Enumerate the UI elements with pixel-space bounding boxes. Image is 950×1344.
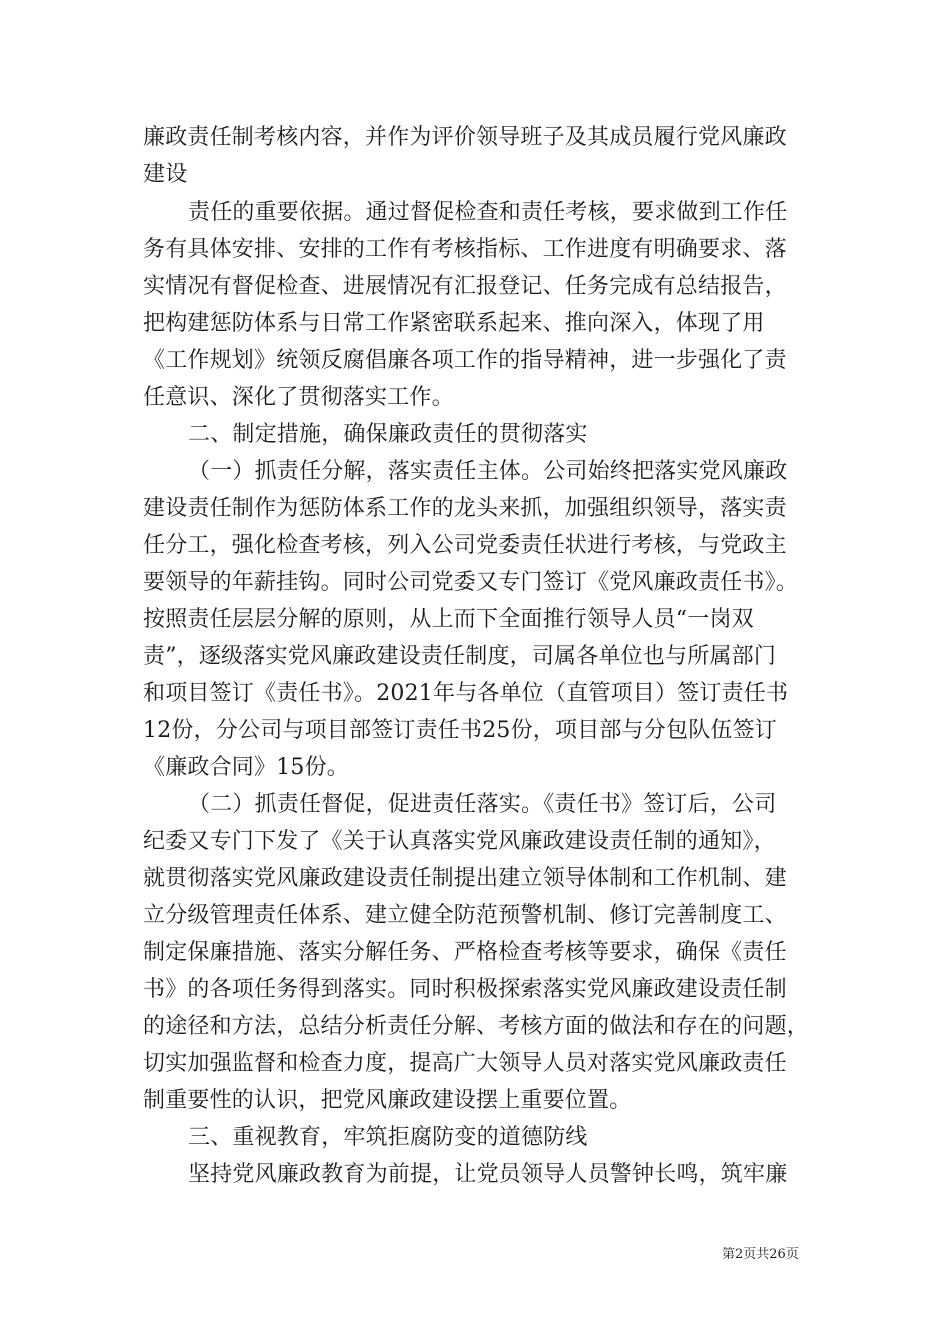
body-text-line: （一）抓责任分解，落实责任主体。公司始终把落实党风廉政 xyxy=(188,459,788,484)
section-heading: 二、制定措施，确保廉政责任的贯彻落实 xyxy=(188,422,588,447)
body-text-line: 廉政责任制考核内容，并作为评价领导班子及其成员履行党风廉政 xyxy=(143,125,787,150)
page-number-footer: 第2页共26页 xyxy=(722,1247,799,1262)
body-text-line: 制重要性的认识，把党风廉政建设摆上重要位置。 xyxy=(143,1088,632,1113)
body-text-line: 按照责任层层分解的原则，从上而下全面推行领导人员“一岗双 xyxy=(143,607,754,632)
body-text-line: 建设 xyxy=(143,162,188,187)
body-text-line: 立分级管理责任体系、建立健全防范预警机制、修订完善制度工、 xyxy=(143,903,787,928)
body-text-line: 和项目签订《责任书》。2021年与各单位（直管项目）签订责任书 xyxy=(143,681,789,706)
body-text-line: 责任的重要依据。通过督促检查和责任考核，要求做到工作任 xyxy=(188,200,788,225)
body-text-line: 12份，分公司与项目部签订责任书25份，项目部与分包队伍签订 xyxy=(143,718,777,743)
body-text-line: 切实加强监督和检查力度，提高广大领导人员对落实党风廉政责任 xyxy=(143,1051,787,1076)
body-text-line: 责”，逐级落实党风廉政建设责任制度，司属各单位也与所属部门 xyxy=(143,644,777,669)
body-text-line: 制定保廉措施、落实分解任务、严格检查考核等要求，确保《责任 xyxy=(143,940,787,965)
body-text-line: 任分工，强化检查考核，列入公司党委责任状进行考核，与党政主 xyxy=(143,533,787,558)
body-text-line: 实情况有督促检查、进展情况有汇报登记、任务完成有总结报告， xyxy=(143,274,787,299)
body-text-line: 坚持党风廉政教育为前提，让党员领导人员警钟长鸣，筑牢廉 xyxy=(188,1162,788,1187)
body-text-line: 把构建惩防体系与日常工作紧密联系起来、推向深入，体现了用 xyxy=(143,311,765,336)
body-text-line: 务有具体安排、安排的工作有考核指标、工作进度有明确要求、落 xyxy=(143,237,787,262)
body-text-line: 《工作规划》统领反腐倡廉各项工作的指导精神，进一步强化了责 xyxy=(143,348,787,373)
body-text-line: 纪委又专门下发了《关于认真落实党风廉政建设责任制的通知》， xyxy=(143,829,776,854)
body-text-line: 的途径和方法，总结分析责任分解、考核方面的做法和存在的问题， xyxy=(143,1014,810,1039)
section-heading: 三、重视教育，牢筑拒腐防变的道德防线 xyxy=(188,1125,588,1150)
body-text-line: 就贯彻落实党风廉政建设责任制提出建立领导体制和工作机制、建 xyxy=(143,866,787,891)
body-text-line: 建设责任制作为惩防体系工作的龙头来抓，加强组织领导，落实责 xyxy=(143,496,787,521)
body-text-line: 《廉政合同》15份。 xyxy=(143,755,349,780)
body-text-line: （二）抓责任督促，促进责任落实。《责任书》签订后，公司 xyxy=(188,792,777,817)
body-text-line: 书》的各项任务得到落实。同时积极探索落实党风廉政建设责任制 xyxy=(143,977,787,1002)
body-text-line: 任意识、深化了贯彻落实工作。 xyxy=(143,385,454,410)
body-text-line: 要领导的年薪挂钩。同时公司党委又专门签订《党风廉政责任书》。 xyxy=(143,570,799,595)
